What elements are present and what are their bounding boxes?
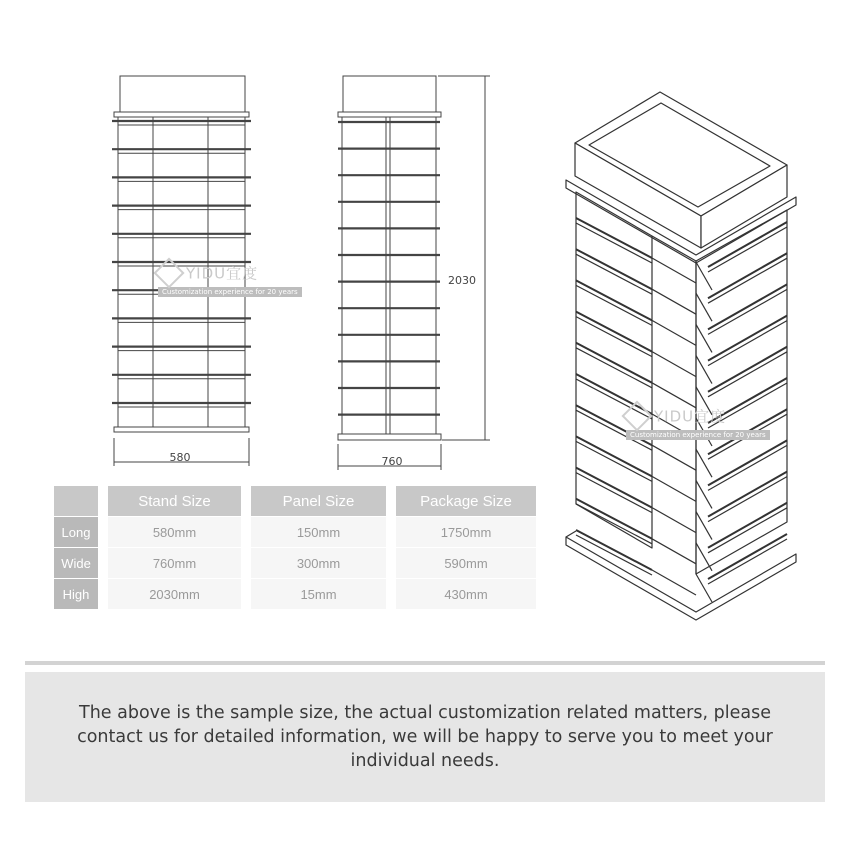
spec-row-label: Wide [54, 548, 98, 578]
iso-column-panel [652, 445, 696, 470]
iso-left-panel-edge [576, 254, 652, 294]
iso-column-panel [652, 508, 696, 533]
spec-header-stand: Stand Size [108, 486, 241, 516]
spec-row-long [54, 517, 536, 547]
side-top-slab [338, 112, 441, 117]
iso-left-panel [576, 312, 652, 352]
iso-left-panel [576, 280, 652, 320]
spec-row-high [54, 579, 536, 609]
spec-header-corner [54, 486, 98, 516]
watermark-tagline-2: Customization experience for 20 years [626, 430, 770, 440]
iso-left-panel-edge [576, 504, 652, 544]
iso-column-panel [652, 320, 696, 345]
spec-row-label: High [54, 579, 98, 609]
side-base [338, 434, 441, 440]
yidu-logo-icon [153, 257, 184, 288]
spec-cell: 150mm [251, 517, 386, 547]
front-base [114, 427, 249, 432]
iso-left-panel [576, 249, 652, 289]
iso-left-panel-edge [576, 441, 652, 481]
spec-table [54, 486, 536, 610]
yidu-logo-icon-2 [621, 400, 652, 431]
divider-line [25, 661, 825, 665]
iso-base-edge [566, 531, 576, 537]
watermark-brand-2: YIDU宜度 [654, 407, 727, 426]
spec-cell: 15mm [251, 579, 386, 609]
iso-left-panel-edge [576, 317, 652, 357]
front-width-label: 580 [169, 451, 191, 464]
spec-cell: 430mm [396, 579, 536, 609]
notice-text: The above is the sample size, the actual customization related matters, please contact us for detailed information, we will be happy to serve you to meet your individual needs. [77, 703, 773, 771]
iso-left-panel [576, 468, 652, 508]
spec-cell: 760mm [108, 548, 241, 578]
notice-box [25, 672, 825, 802]
iso-column-panel [652, 476, 696, 501]
front-top-slab [114, 112, 249, 117]
front-top-box [120, 76, 245, 112]
iso-left-panel-edge [576, 285, 652, 325]
spec-header-package: Package Size [396, 486, 536, 516]
iso-column-panel [652, 539, 696, 564]
watermark-tagline: Customization experience for 20 years [158, 287, 302, 297]
iso-column-panel [652, 289, 696, 314]
iso-left-panel-edge [576, 348, 652, 388]
height-label: 2030 [448, 274, 476, 287]
iso-left-panel [576, 499, 652, 539]
spec-cell: 580mm [108, 517, 241, 547]
side-top-box [343, 76, 436, 112]
spec-header-panel: Panel Size [251, 486, 386, 516]
side-width-label: 760 [381, 455, 403, 468]
watermark-logo-2 [626, 405, 770, 440]
spec-cell: 300mm [251, 548, 386, 578]
spec-row-wide [54, 548, 536, 578]
spec-row-label: Long [54, 517, 98, 547]
iso-column-panel [652, 258, 696, 283]
iso-left-panel-edge [576, 473, 652, 513]
iso-left-panel [576, 343, 652, 383]
iso-column-panel [652, 352, 696, 377]
side-view [338, 76, 490, 470]
iso-left-face [576, 192, 652, 548]
spec-cell: 2030mm [108, 579, 241, 609]
isometric-view [566, 92, 796, 620]
watermark-brand: YIDU宜度 [186, 264, 259, 283]
spec-cell: 590mm [396, 548, 536, 578]
watermark-logo [158, 262, 302, 297]
spec-header-row [54, 486, 536, 516]
iso-left-panel [576, 436, 652, 476]
spec-cell: 1750mm [396, 517, 536, 547]
